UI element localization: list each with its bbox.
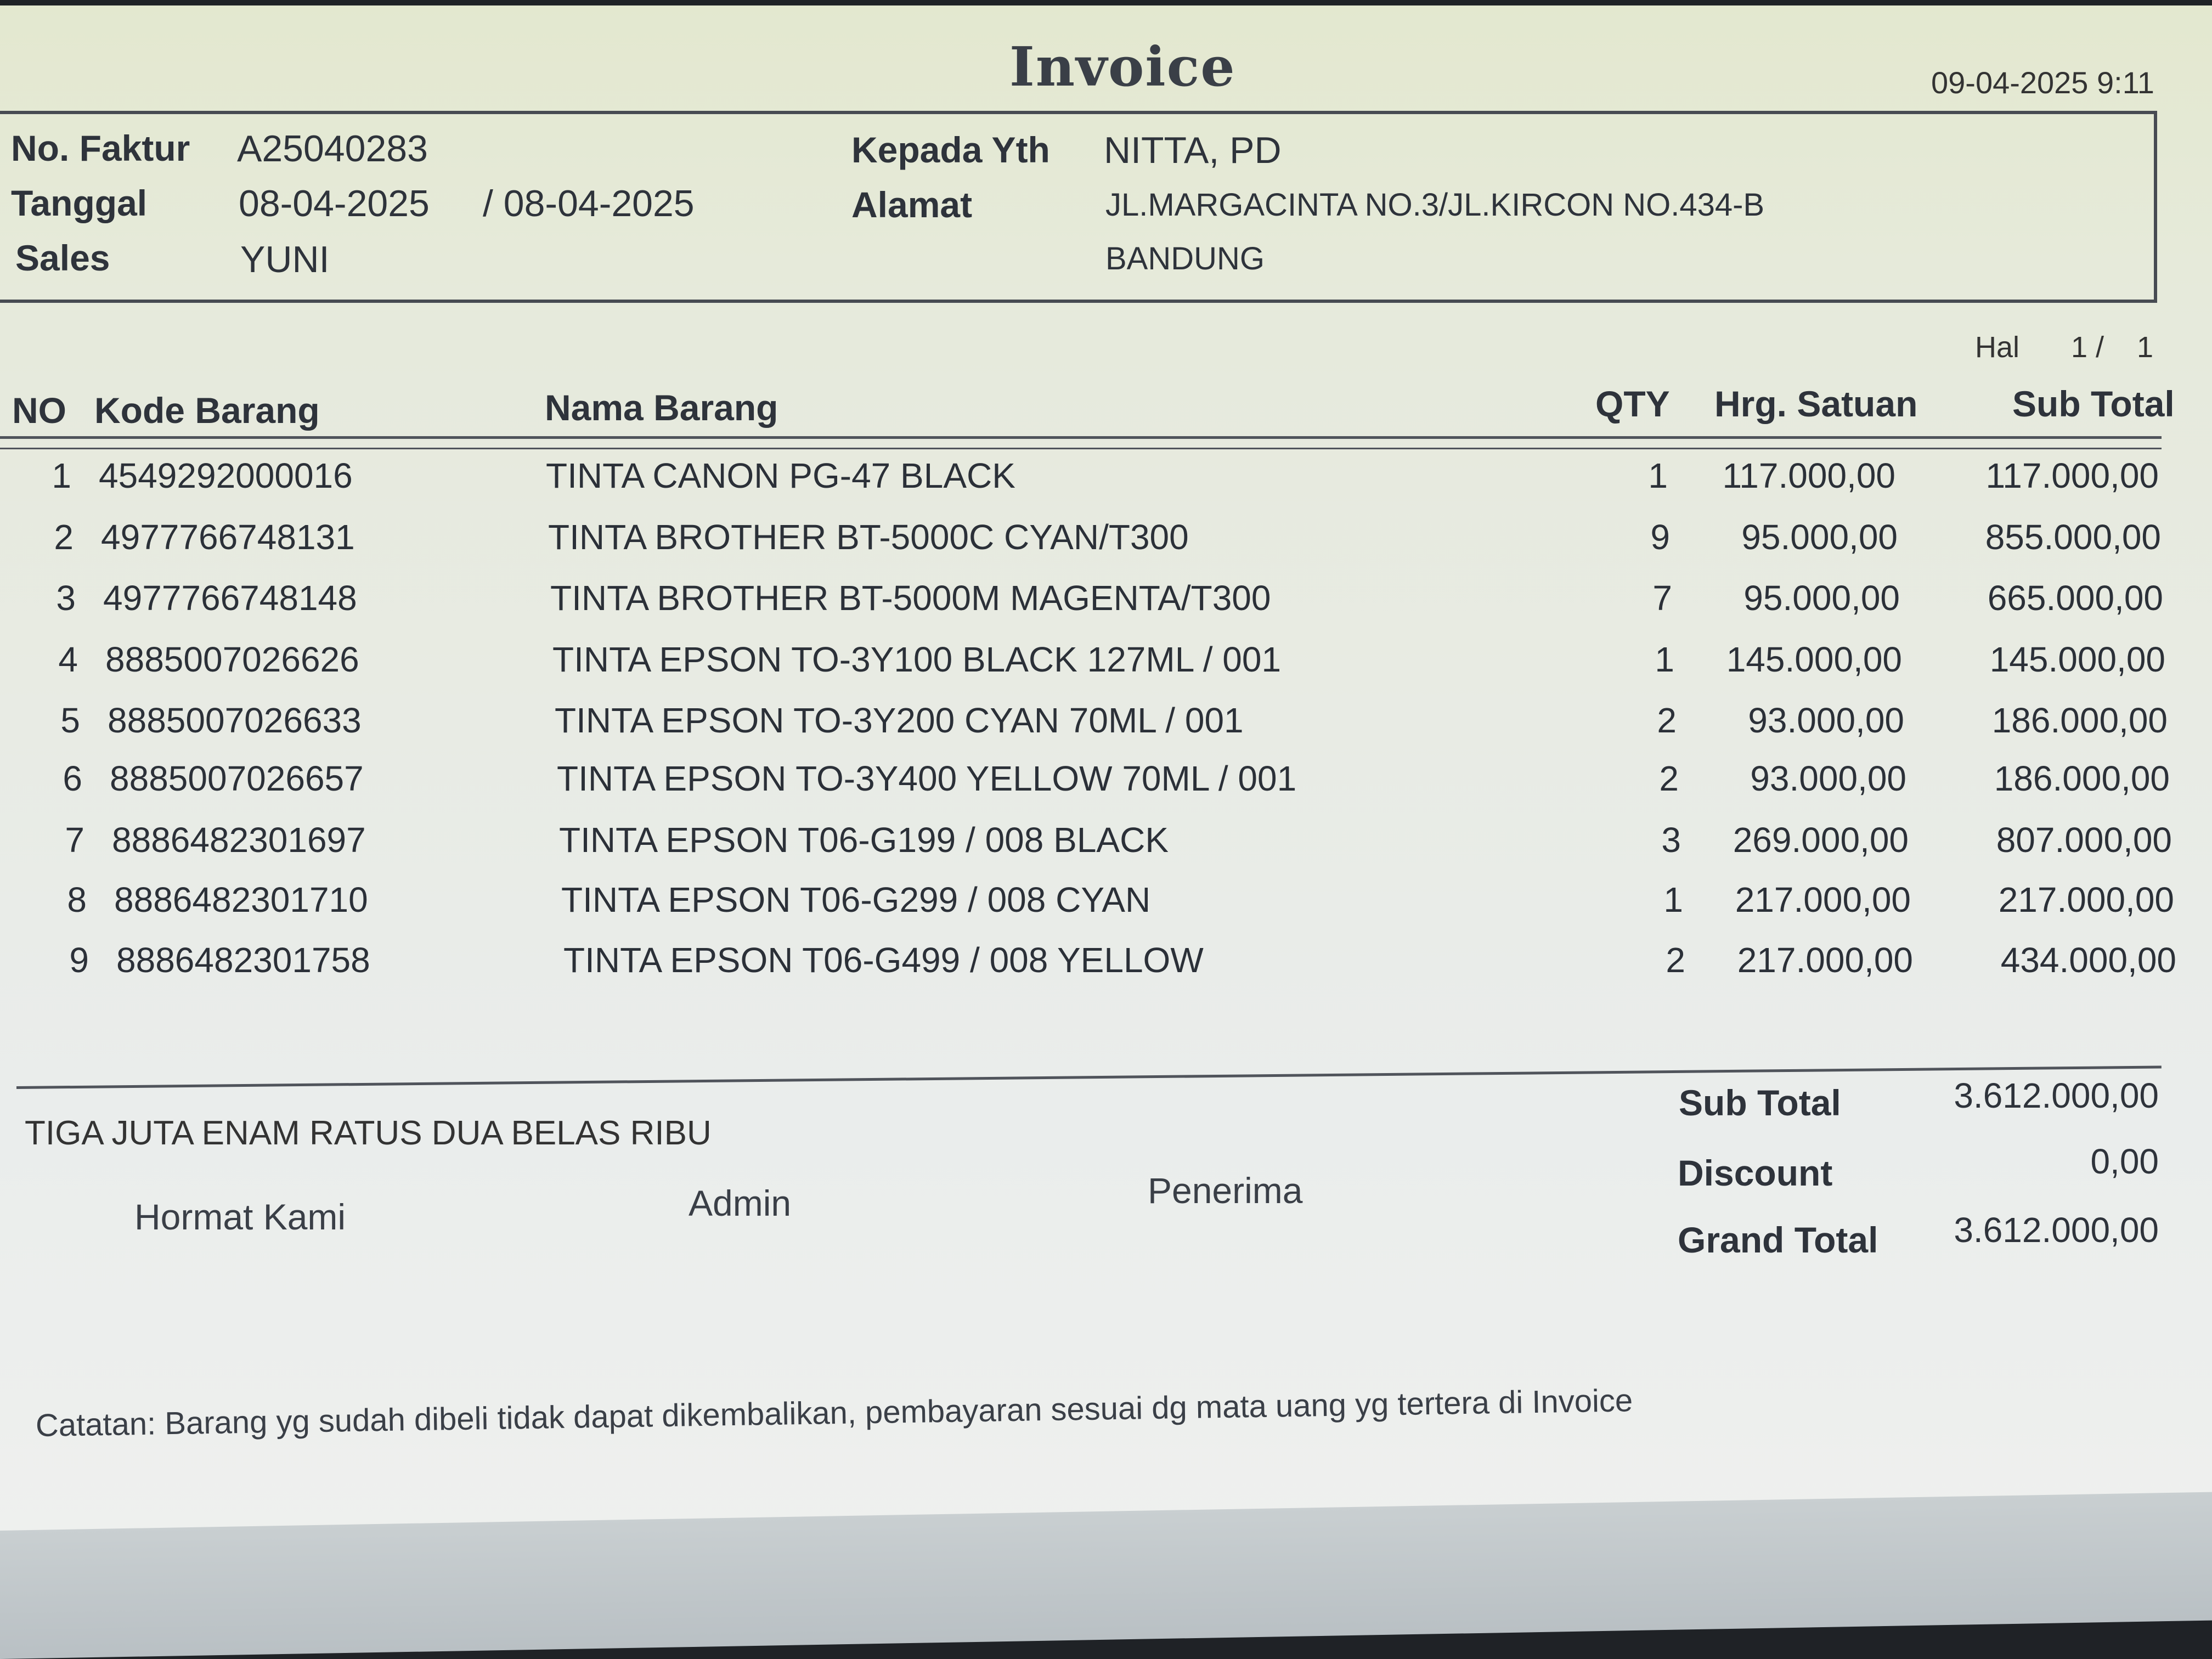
table-row: [4, 578, 2166, 637]
row-kode-barang: 8886482301710: [114, 880, 368, 919]
row-harga-satuan: 269.000,00: [1733, 820, 1909, 860]
header-rule-2: [0, 448, 2162, 449]
amount-in-words: TIGA JUTA ENAM RATUS DUA BELAS RIBU: [25, 1114, 712, 1152]
row-harga-satuan: 95.000,00: [1743, 578, 1900, 618]
row-qty: 9: [1650, 517, 1670, 557]
row-sub-total: 186.000,00: [1991, 701, 2168, 740]
col-header-kode: Kode Barang: [94, 390, 320, 431]
row-nama-barang: TINTA BROTHER BT-5000M MAGENTA/T300: [550, 578, 1271, 618]
row-kode-barang: 8885007026633: [108, 701, 362, 740]
row-kode-barang: 4977766748131: [101, 517, 355, 557]
row-nama-barang: TINTA EPSON TO-3Y200 CYAN 70ML / 001: [555, 701, 1244, 740]
row-qty: 7: [1652, 578, 1672, 618]
no-faktur-label: No. Faktur: [11, 128, 190, 168]
table-row: [18, 940, 2179, 999]
row-sub-total: 807.000,00: [1996, 820, 2172, 860]
admin-signature: Admin: [689, 1183, 792, 1223]
table-row: [0, 455, 2162, 515]
table-row: [13, 820, 2175, 879]
alamat-line-2: BANDUNG: [1105, 241, 1265, 276]
grand-total-value: 3.612.000,00: [1954, 1210, 2159, 1250]
row-no: 7: [65, 820, 84, 860]
printed-timestamp: 09-04-2025 9:11: [1931, 65, 2154, 100]
row-qty: 1: [1663, 880, 1683, 919]
tanggal-value: 08-04-2025: [239, 183, 430, 224]
row-nama-barang: TINTA EPSON T06-G299 / 008 CYAN: [561, 880, 1151, 919]
table-row: [2, 517, 2164, 576]
sales-label: Sales: [15, 238, 110, 278]
table-row: [11, 758, 2172, 817]
row-nama-barang: TINTA EPSON T06-G199 / 008 BLACK: [559, 820, 1169, 860]
col-header-no: NO: [12, 390, 66, 431]
row-no: 8: [67, 880, 87, 919]
invoice-document: [0, 5, 2212, 1596]
row-sub-total: 145.000,00: [1989, 640, 2165, 679]
row-sub-total: 186.000,00: [1994, 759, 2170, 798]
row-sub-total: 217.000,00: [1998, 880, 2174, 919]
col-header-nama: Nama Barang: [545, 387, 778, 428]
hal-label: Hal: [1975, 331, 2020, 364]
row-qty: 1: [1655, 640, 1674, 679]
row-nama-barang: TINTA EPSON T06-G499 / 008 YELLOW: [563, 940, 1204, 980]
row-no: 4: [58, 640, 78, 679]
grand-total-label: Grand Total: [1678, 1220, 1878, 1260]
row-harga-satuan: 117.000,00: [1722, 456, 1895, 495]
tanggal-label: Tanggal: [11, 183, 148, 223]
row-no: 1: [52, 456, 71, 495]
row-qty: 1: [1648, 456, 1668, 495]
row-no: 9: [69, 940, 89, 980]
row-qty: 3: [1661, 820, 1681, 860]
row-kode-barang: 8886482301758: [116, 940, 370, 980]
sales-value: YUNI: [240, 239, 330, 280]
penerima-signature: Penerima: [1148, 1170, 1303, 1211]
row-nama-barang: TINTA EPSON TO-3Y400 YELLOW 70ML / 001: [557, 759, 1297, 798]
row-sub-total: 855.000,00: [1985, 517, 2161, 557]
row-nama-barang: TINTA BROTHER BT-5000C CYAN/T300: [548, 517, 1189, 557]
screen: [0, 5, 2212, 1596]
row-no: 6: [63, 759, 82, 798]
col-header-qty: QTY: [1595, 383, 1670, 424]
invoice-title: Invoice: [1009, 36, 1236, 99]
table-row: [15, 879, 2177, 939]
row-sub-total: 434.000,00: [2000, 940, 2176, 980]
subtotal-label: Sub Total: [1679, 1082, 1841, 1123]
row-sub-total: 117.000,00: [1985, 456, 2159, 495]
row-kode-barang: 8885007026626: [105, 640, 359, 679]
row-kode-barang: 4977766748148: [103, 578, 357, 618]
row-kode-barang: 4549292000016: [99, 456, 353, 495]
col-header-subtotal: Sub Total: [2012, 383, 2175, 424]
hormat-kami-signature: Hormat Kami: [134, 1197, 346, 1237]
row-qty: 2: [1659, 759, 1679, 798]
discount-value: 0,00: [2090, 1142, 2159, 1181]
no-faktur-value: A25040283: [237, 128, 428, 170]
row-qty: 2: [1666, 940, 1685, 980]
row-sub-total: 665.000,00: [1987, 578, 2163, 618]
row-no: 5: [60, 701, 80, 740]
row-harga-satuan: 217.000,00: [1737, 940, 1913, 980]
alamat-line-1: JL.MARGACINTA NO.3/JL.KIRCON NO.434-B: [1105, 187, 1765, 223]
table-row: [9, 700, 2170, 759]
row-kode-barang: 8886482301697: [112, 820, 366, 860]
row-harga-satuan: 93.000,00: [1750, 759, 1906, 798]
tanggal-value-2: / 08-04-2025: [483, 183, 695, 224]
row-no: 3: [56, 578, 76, 618]
hal-value: 1 / 1: [2071, 331, 2154, 364]
table-row: [7, 639, 2168, 698]
discount-label: Discount: [1678, 1153, 1833, 1193]
row-nama-barang: TINTA CANON PG-47 BLACK: [546, 456, 1015, 495]
row-harga-satuan: 95.000,00: [1741, 517, 1898, 557]
row-no: 2: [54, 517, 74, 557]
header-rule: [0, 436, 2162, 439]
row-kode-barang: 8885007026657: [110, 759, 364, 798]
row-harga-satuan: 93.000,00: [1748, 701, 1904, 740]
col-header-harga: Hrg. Satuan: [1714, 383, 1918, 424]
kepada-value: NITTA, PD: [1104, 129, 1282, 171]
row-harga-satuan: 145.000,00: [1726, 640, 1902, 679]
row-nama-barang: TINTA EPSON TO-3Y100 BLACK 127ML / 001: [552, 640, 1282, 679]
row-qty: 2: [1657, 701, 1677, 740]
row-harga-satuan: 217.000,00: [1735, 880, 1911, 919]
kepada-label: Kepada Yth: [851, 129, 1050, 170]
alamat-label: Alamat: [851, 184, 973, 225]
catatan-note: Catatan: Barang yg sudah dibeli tidak dapat dikembalikan, pembayaran sesuai dg mata uang yg tertera di Invoice: [35, 1383, 1633, 1443]
subtotal-value: 3.612.000,00: [1954, 1076, 2159, 1115]
